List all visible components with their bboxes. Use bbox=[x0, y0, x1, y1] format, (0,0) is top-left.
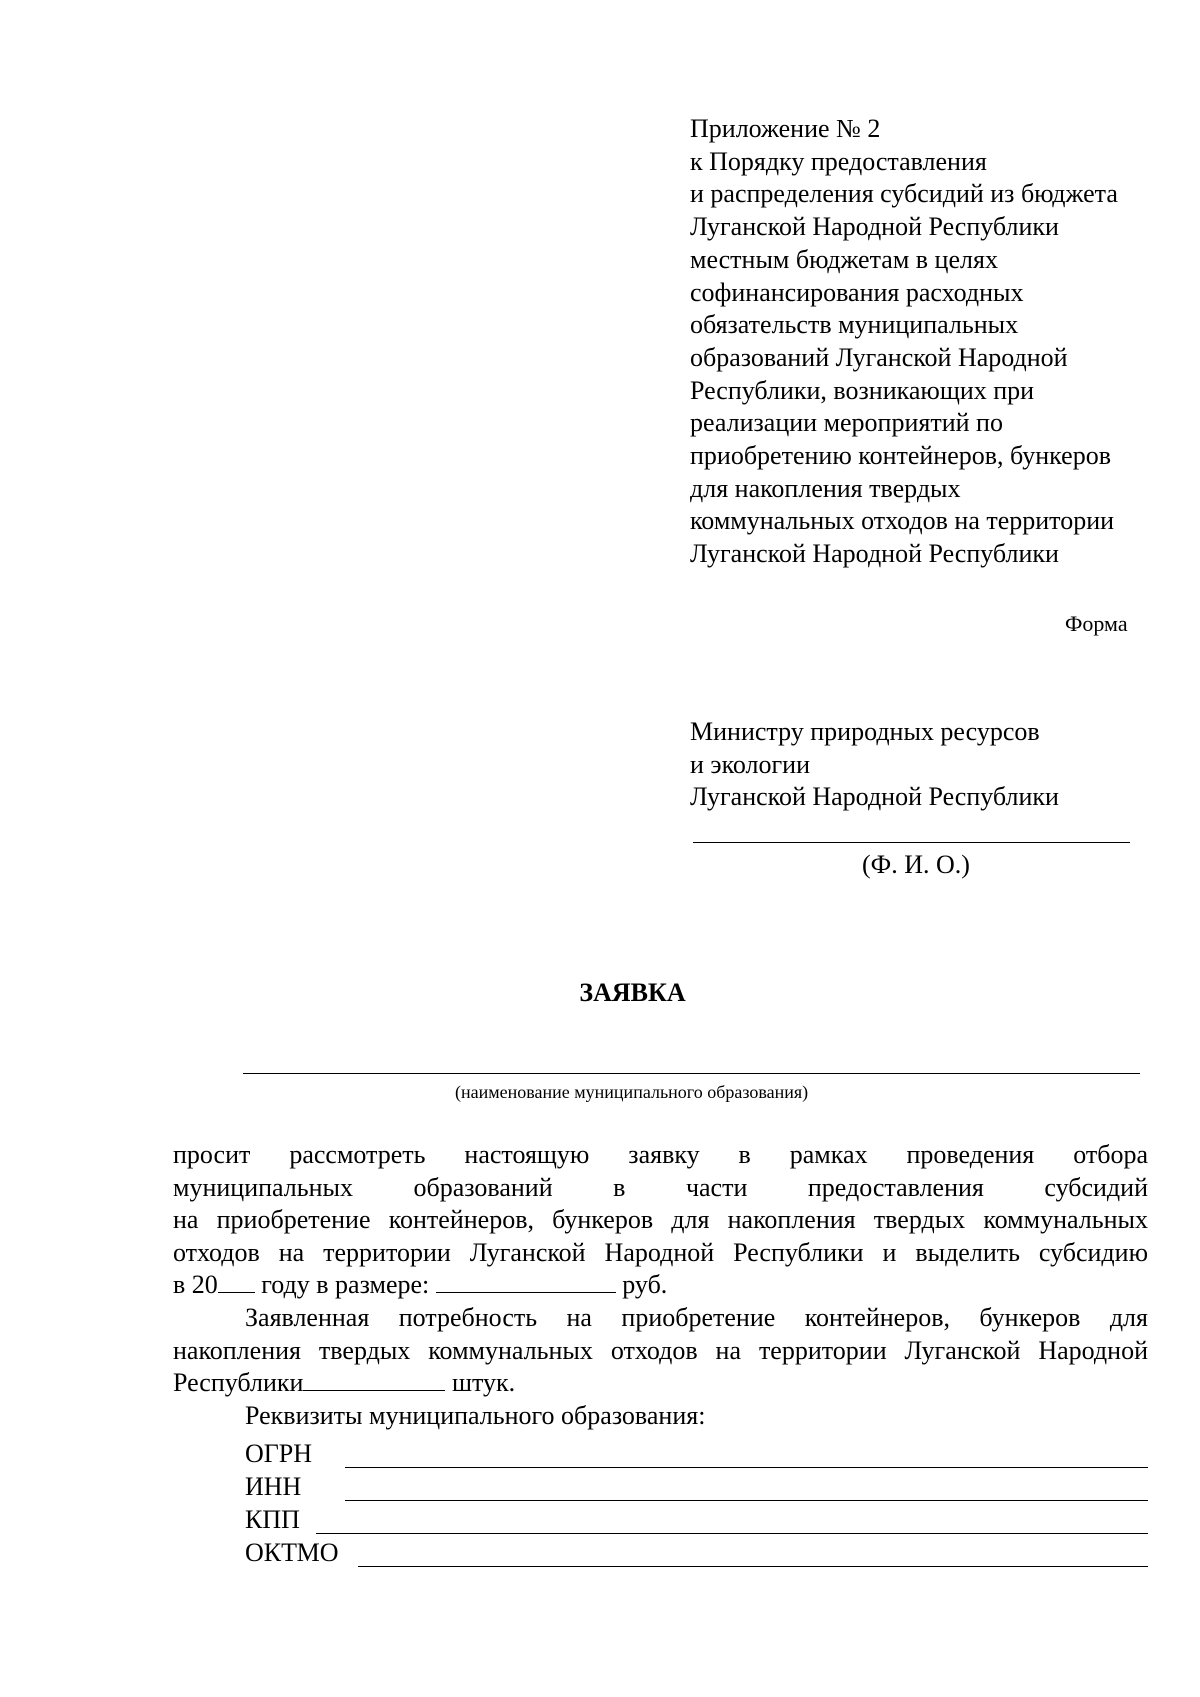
appendix-line: приобретению контейнеров, бункеров bbox=[690, 441, 1111, 471]
appendix-line: Луганской Народной Республики bbox=[690, 539, 1059, 569]
appendix-header bbox=[690, 113, 1190, 571]
appendix-line: и распределения субсидий из бюджета bbox=[690, 179, 1118, 209]
appendix-line: реализации мероприятий по bbox=[690, 408, 1003, 438]
appendix-line: местным бюджетам в целях bbox=[690, 244, 998, 274]
form-label: Форма bbox=[1065, 611, 1128, 636]
appendix-line: для накопления твердых bbox=[690, 473, 961, 503]
fio-caption: (Ф. И. О.) bbox=[862, 850, 970, 879]
appendix-line: к Порядку предоставления bbox=[690, 146, 987, 176]
appendix-line: образований Луганской Народной bbox=[690, 342, 1068, 372]
addressee-line: и экологии bbox=[690, 749, 811, 779]
year-prefix: в 20 bbox=[173, 1270, 218, 1300]
addressee-block bbox=[690, 716, 1059, 814]
requisite-line-oktmo bbox=[358, 1566, 1148, 1567]
year-blank bbox=[218, 1270, 255, 1293]
appendix-line: Приложение № 2 bbox=[690, 114, 881, 143]
document-title: ЗАЯВКА bbox=[579, 978, 686, 1007]
appendix-line: софинансирования расходных bbox=[690, 277, 1024, 307]
body-line: отходов на территории Луганской Народной Республики и выделить субсидию bbox=[173, 1237, 1148, 1267]
body-line: просит рассмотреть настоящую заявку в рамках проведения отбора bbox=[173, 1140, 1148, 1169]
body-line: накопления твердых коммунальных отходов на территории Луганской Народной bbox=[173, 1335, 1148, 1365]
requisite-label-inn: ИНН bbox=[245, 1472, 302, 1501]
requisite-label-kpp: КПП bbox=[245, 1505, 300, 1534]
municipality-caption: (наименование муниципального образования) bbox=[455, 1082, 809, 1102]
quantity-blank bbox=[303, 1368, 445, 1391]
requisite-line-inn bbox=[345, 1500, 1148, 1501]
amount-blank bbox=[436, 1270, 616, 1293]
requisites-heading: Реквизиты муниципального образования: bbox=[245, 1400, 706, 1430]
requisite-line-ogrn bbox=[345, 1467, 1148, 1468]
body-line-quantity bbox=[173, 1367, 1148, 1400]
quantity-suffix: штук. bbox=[445, 1368, 516, 1398]
requisite-label-oktmo: ОКТМО bbox=[245, 1538, 339, 1567]
body-line-amount bbox=[173, 1269, 1148, 1302]
body-line: на приобретение контейнеров, бункеров для накопления твердых коммунальных bbox=[173, 1205, 1148, 1235]
body-line: Заявленная потребность на приобретение контейнеров, бункеров для bbox=[245, 1302, 1148, 1332]
requisite-line-kpp bbox=[316, 1533, 1148, 1534]
body-line: муниципальных образований в части предоставления субсидий bbox=[173, 1172, 1148, 1202]
quantity-prefix: Республики bbox=[173, 1368, 304, 1398]
addressee-line: Министру природных ресурсов bbox=[690, 717, 1040, 746]
addressee-line: Луганской Народной Республики bbox=[690, 782, 1059, 811]
application-body bbox=[173, 1139, 1148, 1432]
appendix-line: обязательств муниципальных bbox=[690, 310, 1019, 340]
appendix-line: Республики, возникающих при bbox=[690, 375, 1035, 405]
appendix-line: коммунальных отходов на территории bbox=[690, 506, 1115, 536]
amount-label: году в размере: bbox=[254, 1270, 436, 1300]
requisite-label-ogrn: ОГРН bbox=[245, 1439, 313, 1468]
fio-signature-line bbox=[693, 842, 1130, 843]
appendix-line: Луганской Народной Республики bbox=[690, 212, 1059, 242]
municipality-name-line bbox=[243, 1073, 1140, 1074]
currency-label: руб. bbox=[615, 1270, 668, 1300]
